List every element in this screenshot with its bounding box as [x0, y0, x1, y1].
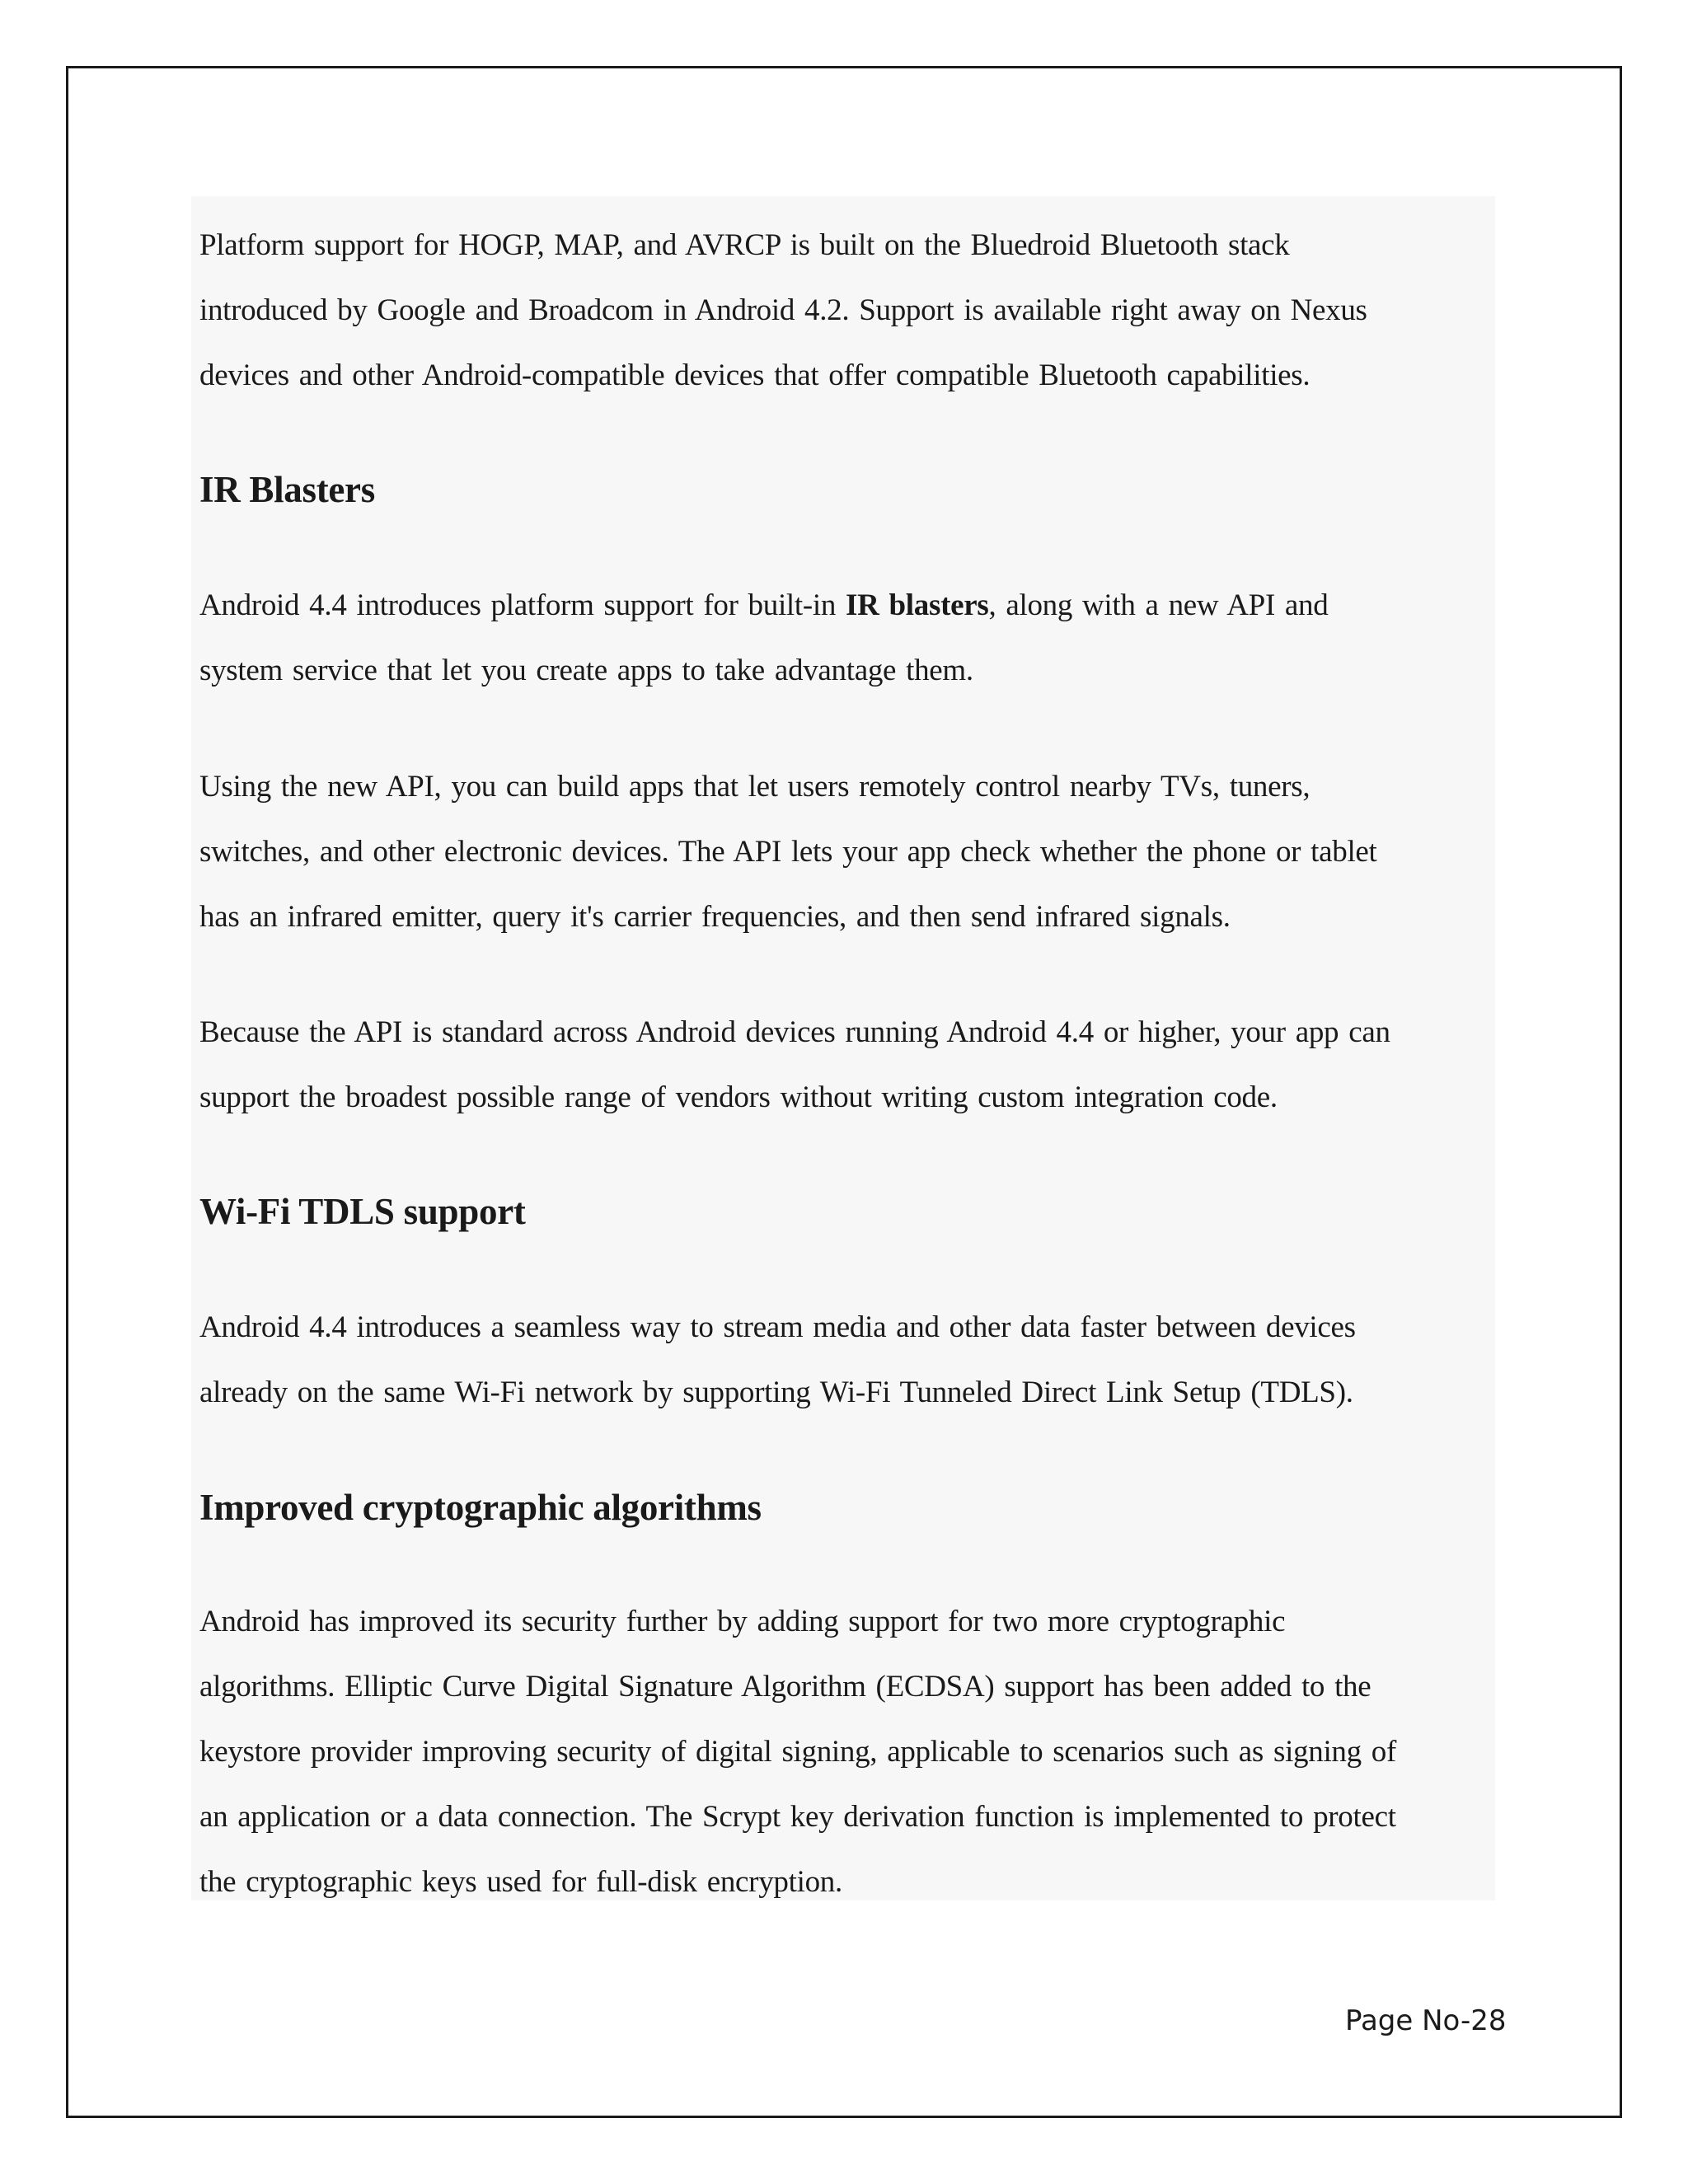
text-line: keystore provider improving security of digital signing, applicable to scenarios such as signing of [199, 1735, 1396, 1769]
bluetooth-paragraph [199, 213, 1493, 408]
text-line: switches, and other electronic devices. The API lets your app check whether the phone or tablet [199, 835, 1377, 869]
text-line: introduced by Google and Broadcom in Android 4.2. Support is available right away on Nexus [199, 293, 1367, 327]
text-line: algorithms. Elliptic Curve Digital Signature Algorithm (ECDSA) support has been added to the [199, 1670, 1372, 1704]
ir-blasters-api-paragraph [199, 754, 1493, 949]
page-number: Page No-28 [1345, 2004, 1507, 2037]
section-heading-ir-blasters: IR Blasters [199, 469, 375, 510]
text-line: already on the same Wi-Fi network by supporting Wi-Fi Tunneled Direct Link Setup (TDLS). [199, 1376, 1353, 1409]
ir-blasters-standard-paragraph [199, 1000, 1493, 1130]
section-heading-wifi-tdls: Wi-Fi TDLS support [199, 1191, 526, 1232]
text-line: the cryptographic keys used for full-disk encryption. [199, 1865, 842, 1899]
wifi-tdls-paragraph [199, 1295, 1493, 1425]
text-segment: Android 4.4 introduces platform support for built-in [199, 588, 846, 622]
text-line: Android has improved its security further by adding support for two more cryptographic [199, 1605, 1286, 1638]
text-segment: , along with a new API and [988, 588, 1329, 622]
text-line: an application or a data connection. The Scrypt key derivation function is implemented to protect [199, 1800, 1396, 1834]
section-heading-crypto: Improved cryptographic algorithms [199, 1487, 762, 1528]
bold-term: IR blasters [846, 588, 989, 622]
text-line [199, 573, 1493, 638]
text-line: devices and other Android-compatible devices that offer compatible Bluetooth capabilities. [199, 359, 1311, 392]
crypto-paragraph [199, 1589, 1493, 1915]
text-line: Using the new API, you can build apps that let users remotely control nearby TVs, tuners, [199, 770, 1311, 804]
content-area [191, 196, 1495, 1900]
text-line: Because the API is standard across Android devices running Android 4.4 or higher, your app can [199, 1015, 1390, 1049]
text-line: Platform support for HOGP, MAP, and AVRCP is built on the Bluedroid Bluetooth stack [199, 228, 1290, 262]
text-line: system service that let you create apps to take advantage them. [199, 654, 973, 687]
text-line: Android 4.4 introduces a seamless way to stream media and other data faster between devices [199, 1310, 1356, 1344]
text-line: support the broadest possible range of vendors without writing custom integration code. [199, 1080, 1278, 1114]
ir-blasters-intro-paragraph [199, 573, 1493, 703]
text-line: has an infrared emitter, query it's carrier frequencies, and then send infrared signals. [199, 900, 1231, 934]
